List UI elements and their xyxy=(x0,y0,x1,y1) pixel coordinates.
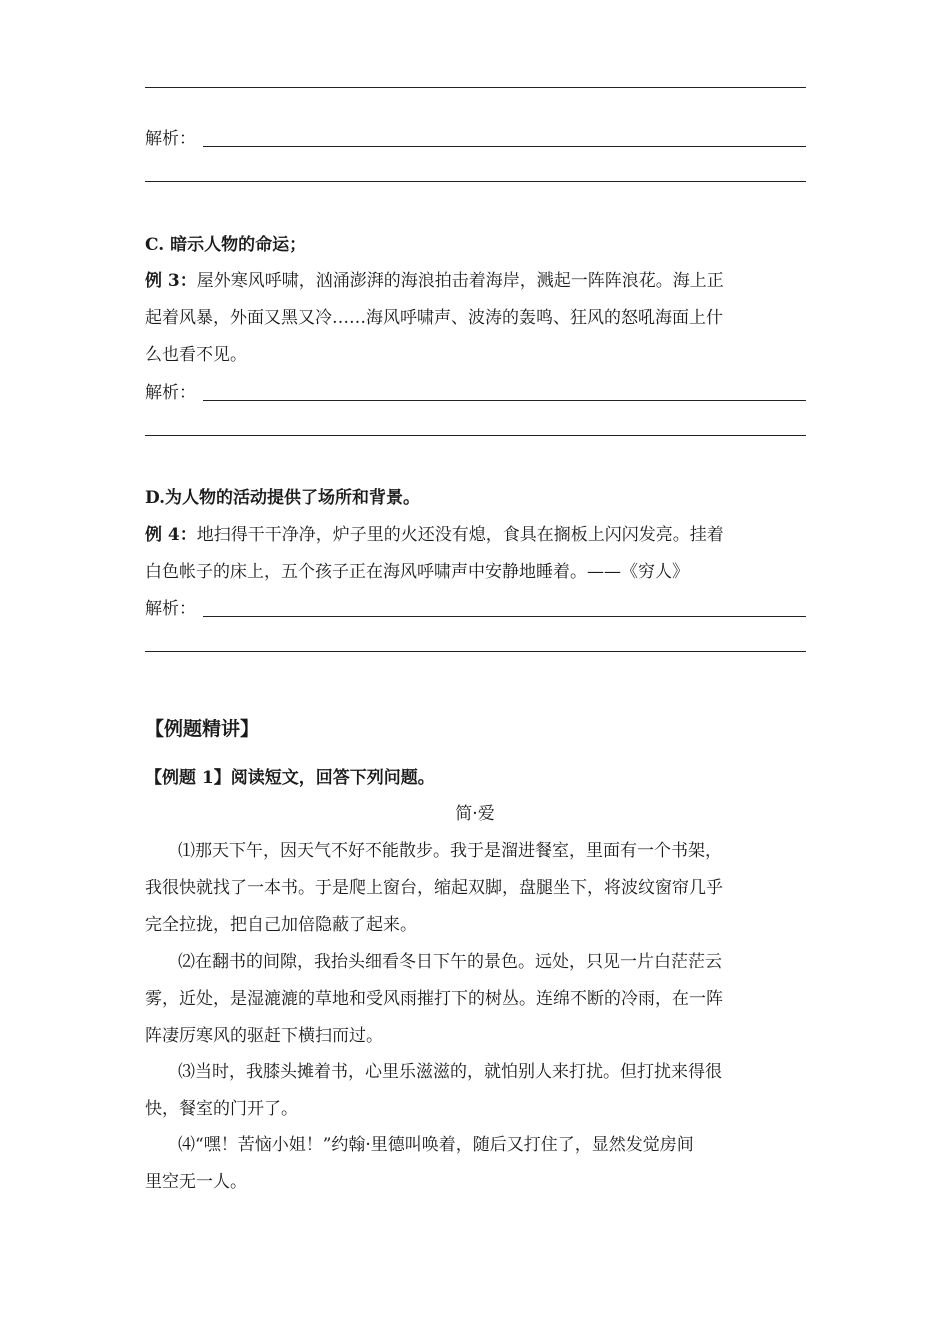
paragraph-3-line-1: ⑶当时，我膝头摊着书，心里乐滋滋的，就怕别人来打扰。但打扰来得很 xyxy=(178,1062,722,1082)
analysis-label: 解析： xyxy=(145,383,196,403)
analysis-label: 解析： xyxy=(145,129,196,149)
section-c-title: C. 暗示人物的命运； xyxy=(145,235,307,255)
example-4-label: 例 4： xyxy=(145,525,197,545)
examples-heading: 【例题精讲】 xyxy=(145,718,260,740)
answer-line xyxy=(203,616,806,617)
question-label: 【例题 1】阅读短文，回答下列问题。 xyxy=(145,768,435,788)
answer-line xyxy=(145,651,806,652)
answer-line xyxy=(145,181,806,182)
paragraph-4-line-1: ⑷“嘿！苦恼小姐！”约翰·里德叫唤着，随后又打住了，显然发觉房间 xyxy=(178,1135,694,1155)
example-3-line-2: 起着风暴，外面又黑又冷……海风呼啸声、波涛的轰鸣、狂风的怒吼海面上什 xyxy=(145,308,723,328)
paragraph-1-line-1: ⑴那天下午，因天气不好不能散步。我于是溜进餐室，里面有一个书架， xyxy=(178,841,722,861)
paragraph-4-line-2: 里空无一人。 xyxy=(145,1172,247,1192)
section-d-title: D.为人物的活动提供了场所和背景。 xyxy=(145,488,421,508)
passage-title: 简·爱 xyxy=(455,804,495,824)
example-3-line-1 xyxy=(145,269,815,293)
example-4-line-1 xyxy=(145,523,815,547)
example-3-line-3: 么也看不见。 xyxy=(145,345,247,365)
example-3-text: 屋外寒风呼啸，汹涌澎湃的海浪拍击着海岸，溅起一阵阵浪花。海上正 xyxy=(196,271,724,291)
paragraph-1-line-2: 我很快就找了一本书。于是爬上窗台，缩起双脚，盘腿坐下，将波纹窗帘几乎 xyxy=(145,878,723,898)
answer-line xyxy=(203,146,806,147)
paragraph-3-line-2: 快，餐室的门开了。 xyxy=(145,1099,298,1119)
example-3-label: 例 3： xyxy=(145,271,197,291)
answer-line xyxy=(145,87,806,88)
analysis-label: 解析： xyxy=(145,599,196,619)
example-4-text: 地扫得干干净净，炉子里的火还没有熄，食具在搁板上闪闪发亮。挂着 xyxy=(196,525,724,545)
example-4-line-2: 白色帐子的床上，五个孩子正在海风呼啸声中安静地睡着。——《穷人》 xyxy=(145,562,689,582)
paragraph-1-line-3: 完全拉拢，把自己加倍隐蔽了起来。 xyxy=(145,915,417,935)
answer-line xyxy=(145,435,806,436)
paragraph-2-line-3: 阵凄厉寒风的驱赶下横扫而过。 xyxy=(145,1026,383,1046)
answer-line xyxy=(203,400,806,401)
paragraph-2-line-1: ⑵在翻书的间隙，我抬头细看冬日下午的景色。远处，只见一片白茫茫云 xyxy=(178,952,722,972)
paragraph-2-line-2: 雾，近处，是湿漉漉的草地和受风雨摧打下的树丛。连绵不断的冷雨，在一阵 xyxy=(145,989,723,1009)
